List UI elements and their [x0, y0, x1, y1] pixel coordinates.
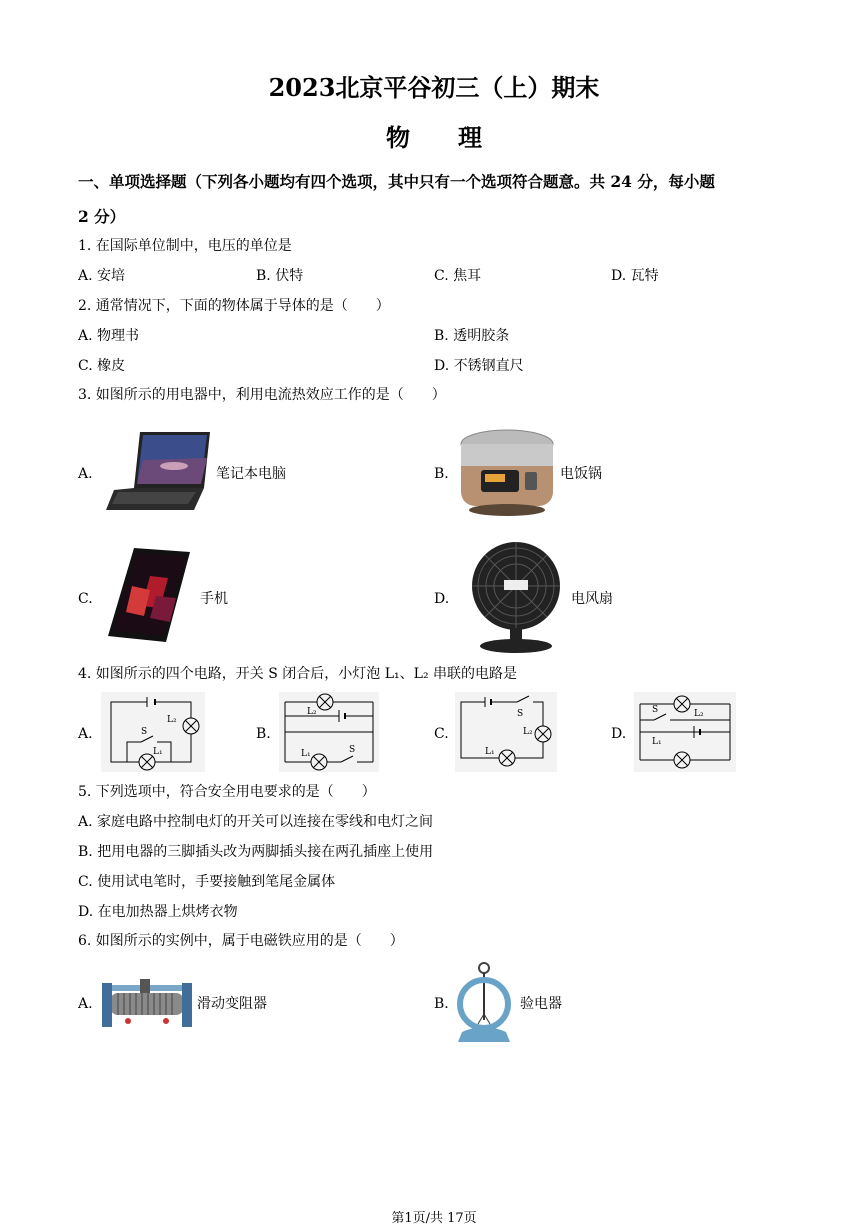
rheostat-image [100, 975, 195, 1031]
lamp-l2-label: L₂ [523, 727, 533, 737]
q6-option-a-label: A. [78, 996, 93, 1012]
circuit-diagram-a [101, 692, 205, 772]
lamp-l2-label: L₂ [167, 715, 177, 725]
q6-option-b-label: B. [434, 996, 449, 1012]
q1-option-a: A. 安培 [78, 268, 126, 284]
q3-option-b-text: 电饭锅 [560, 466, 602, 482]
q3-option-a-label: A. [78, 466, 93, 482]
q3-option-c-label: C. [78, 591, 93, 607]
switch-s-label: S [141, 727, 148, 737]
phone-image [104, 546, 194, 644]
q5-option-d: D. 在电加热器上烘烤衣物 [78, 904, 238, 920]
q2-option-c: C. 橡皮 [78, 358, 126, 374]
lamp-l1-label: L₁ [301, 749, 311, 759]
q2-option-d: D. 不锈钢直尺 [434, 358, 524, 374]
page-title: 2023北京平谷初三（上）期末 [268, 73, 600, 102]
lamp-l1-label: L₁ [153, 747, 163, 757]
q4-option-a-label: A. [78, 726, 93, 742]
switch-s-label: S [517, 709, 524, 719]
q3-stem: 3. 如图所示的用电器中，利用电流热效应工作的是（ ） [78, 387, 446, 403]
q3-option-a-text: 笔记本电脑 [216, 466, 286, 482]
q4-stem: 4. 如图所示的四个电路，开关 S 闭合后，小灯泡 L₁、L₂ 串联的电路是 [78, 666, 518, 682]
q1-stem: 1. 在国际单位制中，电压的单位是 [78, 238, 292, 254]
q4-option-d-label: D. [611, 726, 627, 742]
lamp-l1-label: L₁ [652, 737, 662, 747]
q5-option-b: B. 把用电器的三脚插头改为两脚插头接在两孔插座上使用 [78, 844, 434, 860]
laptop-image [104, 430, 216, 512]
switch-s-label: S [349, 745, 356, 755]
q1-option-b: B. 伏特 [256, 268, 304, 284]
q6-option-b-text: 验电器 [520, 996, 562, 1012]
q4-option-c-label: C. [434, 726, 449, 742]
section-heading-cont: 2 分） [78, 207, 126, 226]
q2-stem: 2. 通常情况下，下面的物体属于导体的是（ ） [78, 298, 390, 314]
q5-option-a: A. 家庭电路中控制电灯的开关可以连接在零线和电灯之间 [78, 814, 434, 830]
q3-option-d-label: D. [434, 591, 450, 607]
electroscope-image [454, 960, 518, 1048]
electric-fan-image [464, 538, 568, 654]
switch-s-label: S [652, 705, 659, 715]
q5-option-c: C. 使用试电笔时，手要接触到笔尾金属体 [78, 874, 336, 890]
q1-option-d: D. 瓦特 [611, 268, 659, 284]
lamp-l2-label: L₂ [307, 707, 317, 717]
q3-option-c-text: 手机 [200, 591, 228, 607]
q6-option-a-text: 滑动变阻器 [197, 996, 267, 1012]
lamp-l1-label: L₁ [485, 747, 495, 757]
circuit-diagram-c [455, 692, 557, 772]
q5-stem: 5. 下列选项中，符合安全用电要求的是（ ） [78, 784, 376, 800]
lamp-l2-label: L₂ [694, 709, 704, 719]
circuit-diagram-b [279, 692, 379, 772]
subject-title: 物 理 [386, 123, 482, 152]
rice-cooker-image [455, 426, 559, 522]
q2-option-b: B. 透明胶条 [434, 328, 510, 344]
q4-option-b-label: B. [256, 726, 271, 742]
q1-option-c: C. 焦耳 [434, 268, 482, 284]
page-footer: 第1页/共 17页 [391, 1211, 477, 1226]
q6-stem: 6. 如图所示的实例中，属于电磁铁应用的是（ ） [78, 933, 404, 949]
q2-option-a: A. 物理书 [78, 328, 140, 344]
section-heading: 一、单项选择题（下列各小题均有四个选项，其中只有一个选项符合题意。共 24 分，每小题 [78, 172, 715, 191]
q3-option-d-text: 电风扇 [571, 591, 613, 607]
q3-option-b-label: B. [434, 466, 449, 482]
circuit-diagram-d [634, 692, 736, 772]
